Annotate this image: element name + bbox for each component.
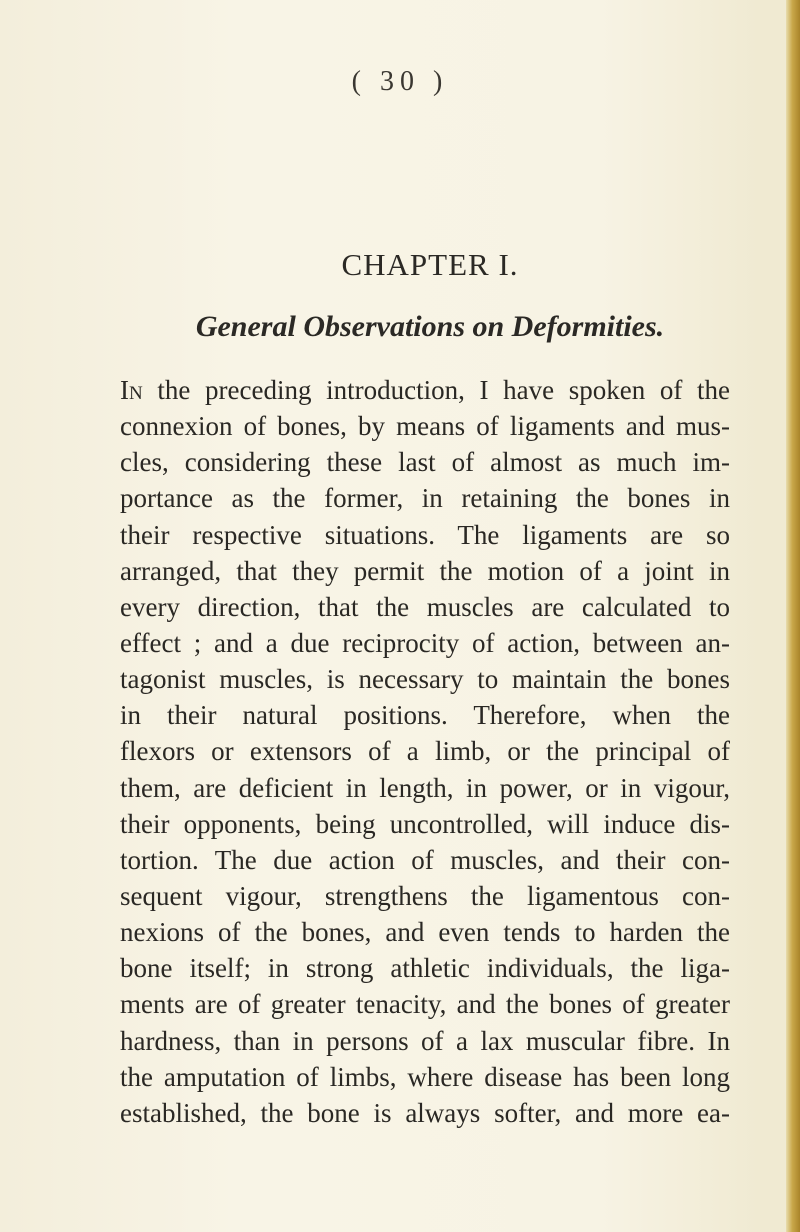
- page-edge: [786, 0, 800, 1232]
- text-line: every direction, that the muscles are calculated to: [120, 591, 730, 622]
- text-line: them, are deficient in length, in power, or in vigour,: [120, 772, 730, 803]
- body-text: [120, 372, 730, 1131]
- chapter-subtitle: General Observations on Deformities.: [195, 310, 665, 343]
- text-line: connexion of bones, by means of ligaments and mus-: [120, 411, 730, 442]
- text-line: hardness, than in persons of a lax muscular fibre. In: [120, 1025, 730, 1056]
- text-line: their opponents, being uncontrolled, will induce dis-: [120, 808, 730, 839]
- text-line: in their natural positions. Therefore, when the: [120, 700, 730, 731]
- first-word: In: [120, 375, 143, 405]
- text-line: bone itself; in strong athletic individuals, the liga-: [120, 953, 730, 984]
- text-line: flexors or extensors of a limb, or the principal of: [120, 736, 730, 767]
- text-line: the amputation of limbs, where disease has been long: [120, 1061, 730, 1092]
- text-line: [120, 372, 730, 408]
- text-line: arranged, that they permit the motion of a joint in: [120, 555, 730, 586]
- page-number: ( 30 ): [351, 66, 449, 97]
- text-line: portance as the former, in retaining the bones in: [120, 483, 730, 514]
- text-line: their respective situations. The ligaments are so: [120, 519, 730, 550]
- text-line: effect ; and a due reciprocity of action, between an-: [120, 627, 730, 658]
- text-line: tortion. The due action of muscles, and their con-: [120, 844, 730, 875]
- chapter-heading: CHAPTER I.: [341, 247, 519, 282]
- text-line: tagonist muscles, is necessary to maintain the bones: [120, 664, 730, 695]
- text-line: ments are of greater tenacity, and the bones of greater: [120, 989, 730, 1020]
- text-line-content: the preceding introduction, I have spoken of the: [142, 375, 730, 405]
- text-line: established, the bone is always softer, and more ea-: [120, 1097, 730, 1128]
- text-line: sequent vigour, strengthens the ligamentous con-: [120, 880, 730, 911]
- text-line: nexions of the bones, and even tends to harden the: [120, 917, 730, 948]
- text-line: cles, considering these last of almost as much im-: [120, 447, 730, 478]
